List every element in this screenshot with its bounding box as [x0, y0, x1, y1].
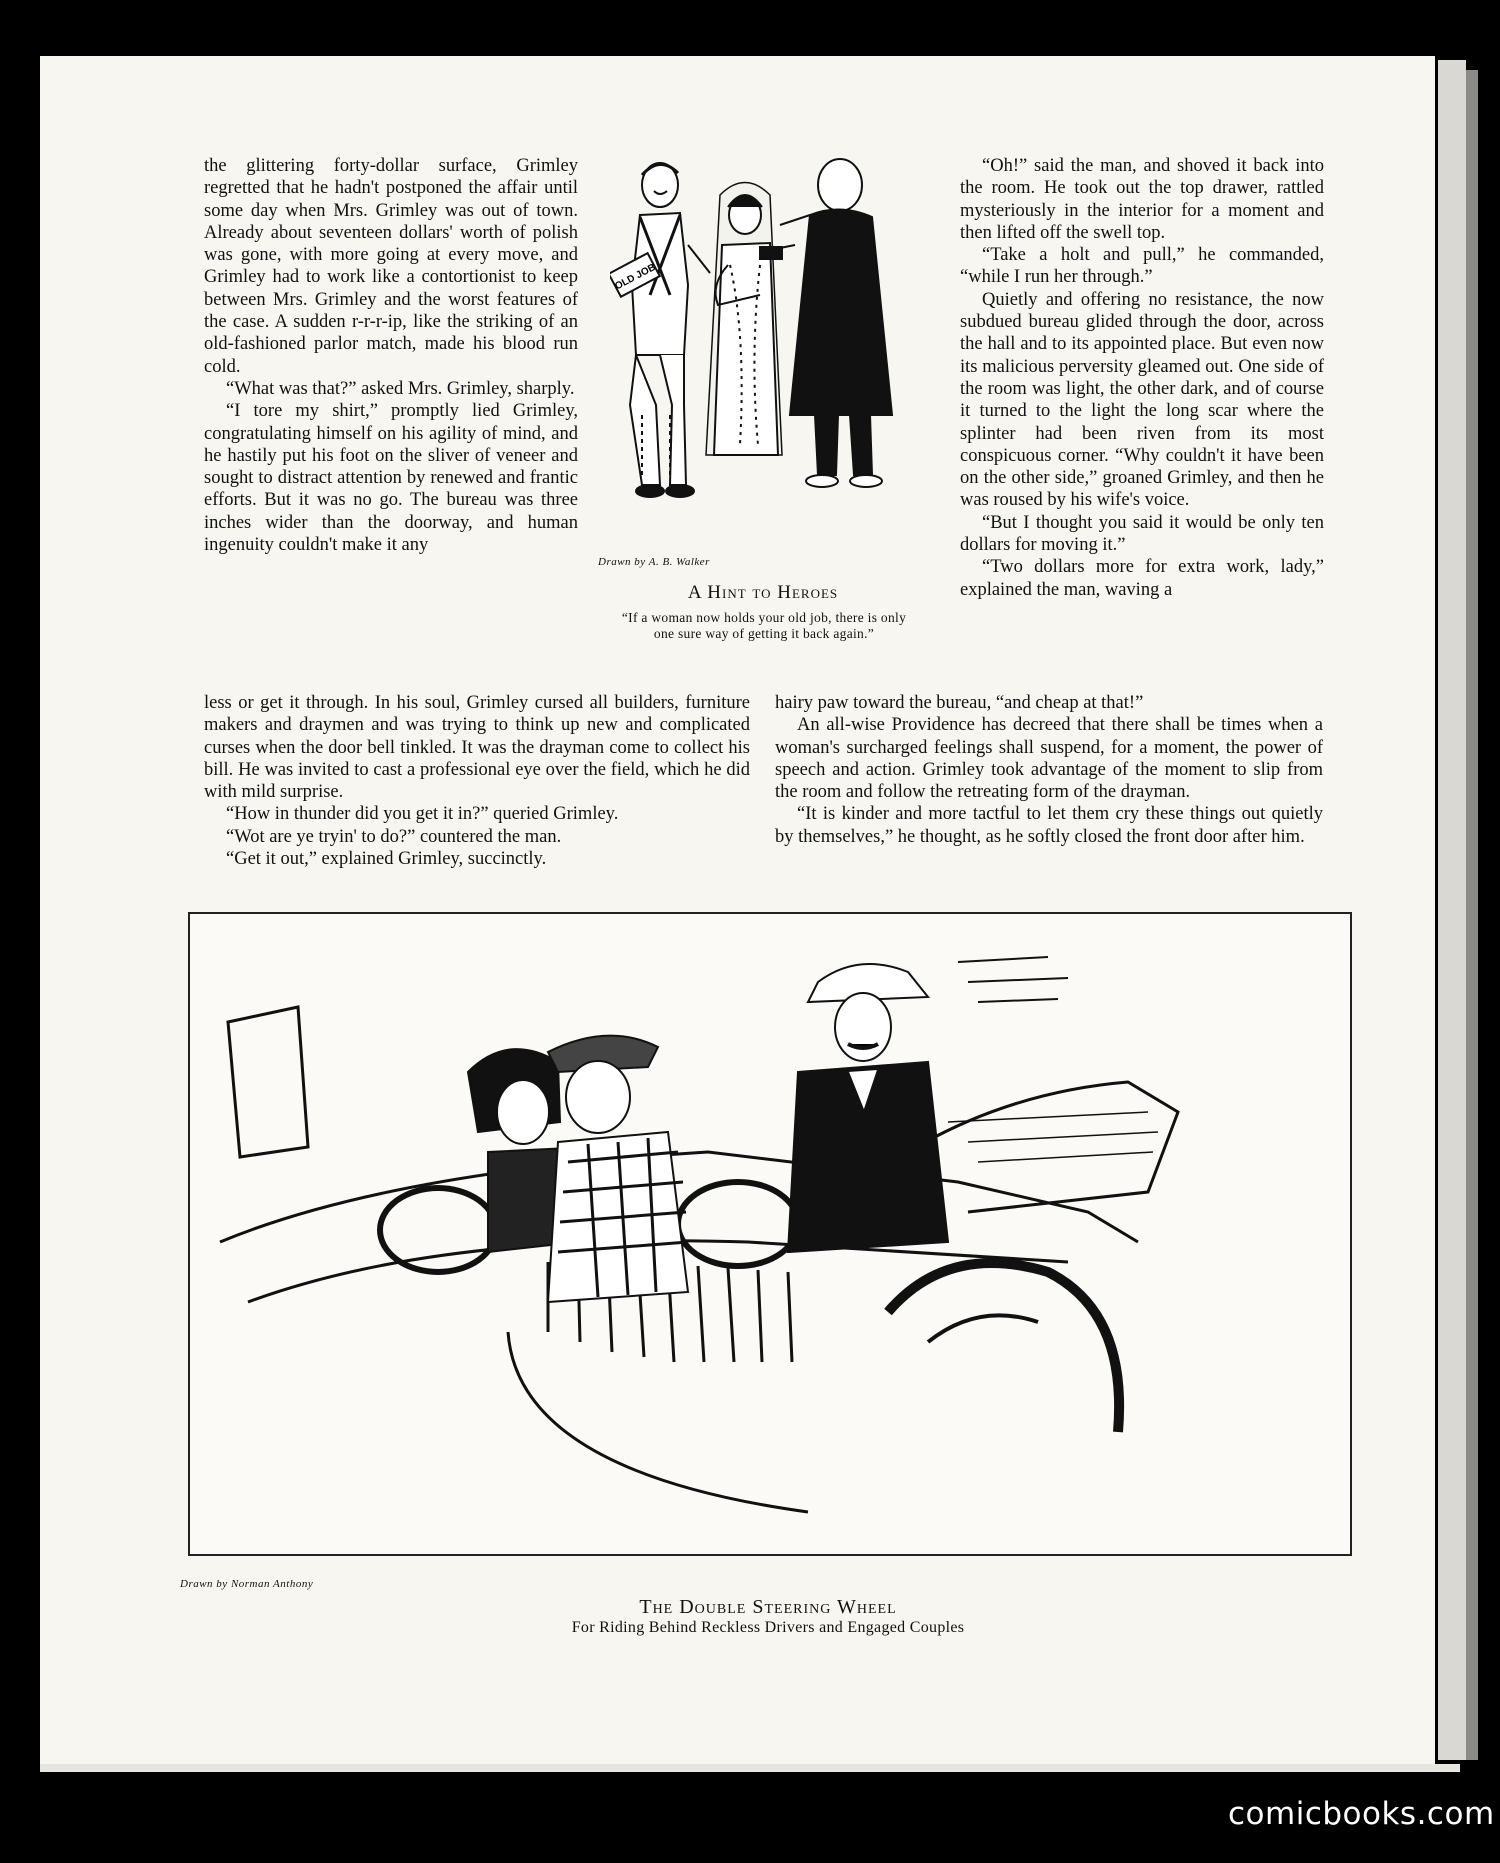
paragraph: “Take a holt and pull,” he commanded, “while I run her through.” — [960, 245, 1324, 288]
cartoon-caption: “If a woman now holds your old job, there is only one sure way of getting it back again.” — [621, 610, 907, 641]
paragraph: less or get it through. In his soul, Grimley cursed all builders, furniture makers and draymen and was trying to think up new and complicated curses when the door bell tinkled. It was the drayman come to collect his bill. He was invited to cast a professional eye over the field, which he did with mild surprise. — [204, 693, 750, 803]
cartoon-credit: Drawn by Norman Anthony — [180, 1578, 314, 1590]
watermark: comicbooks.com — [1228, 1796, 1495, 1832]
paragraph: “How in thunder did you get it in?” queried Grimley. — [226, 804, 619, 825]
paragraph: “It is kinder and more tactful to let them cry these things out quietly by themselves,” he thought, as he softly closed the front door after him. — [775, 804, 1323, 847]
paragraph: “Wot are ye tryin' to do?” countered the man. — [226, 826, 562, 847]
paragraph: hairy paw toward the bureau, “and cheap at that!” — [775, 693, 1144, 713]
cartoon-credit: Drawn by A. B. Walker — [598, 556, 710, 568]
paragraph: “Two dollars more for extra work, lady,” explained the man, waving a — [960, 557, 1324, 600]
paragraph: An all-wise Providence has decreed that there shall be times when a woman's surcharged feelings shall suspend, for a moment, the power of speech and action. Grimley took advantage of the moment to slip from the room and follow the retreating form of the drayman. — [775, 715, 1323, 803]
paragraph: “Get it out,” explained Grimley, succinctly. — [226, 849, 547, 870]
paragraph: “Oh!” said the man, and shoved it back into the room. He took out the top drawer, rattled mysteriously in the interior for a moment and then lifted off the swell top. — [960, 156, 1324, 243]
old-job-sign: OLD JOB — [613, 261, 658, 293]
article-column-left — [204, 155, 578, 556]
page-edge-shadow — [1438, 60, 1466, 1760]
paragraph: “But I thought you said it would be only ten dollars for moving it.” — [960, 512, 1324, 556]
paragraph: “What was that?” asked Mrs. Grimley, sharply. — [226, 378, 575, 399]
page-edge-dark — [1466, 70, 1478, 1760]
cartoon-wedding-illustration — [610, 155, 930, 555]
cartoon-title: The Double Steering Wheel — [639, 1596, 897, 1618]
cartoon-car-illustration — [188, 912, 1348, 1552]
article-column-right-bottom — [775, 692, 1323, 848]
page-bottom-edge — [40, 1764, 1460, 1772]
article-column-left-bottom — [204, 692, 750, 870]
cartoon-title: A Hint to Heroes — [687, 582, 839, 603]
cartoon-caption: For Riding Behind Reckless Drivers and Engaged Couples — [571, 1619, 965, 1636]
article-column-right — [960, 155, 1324, 601]
paragraph: Quietly and offering no resistance, the now subdued bureau glided through the door, across the hall and to its appointed place. But even now its malicious perversity gleamed out. One side of the room was light, the other dark, and of course it turned to the light the long scar where the splinter had been riven from its most conspicuous corner. “Why couldn't it have been on the other side,” groaned Grimley, and then he was roused by his wife's voice. — [960, 289, 1324, 511]
paragraph: “I tore my shirt,” promptly lied Grimley, congratulating himself on his agility of mind, and he hastily put his foot on the sliver of veneer and sought to distract attention by renewed and frantic efforts. But it was no go. The bureau was three inches wider than the doorway, and human ingenuity couldn't make it any — [204, 401, 578, 556]
paragraph: the glittering forty-dollar surface, Grimley regretted that he hadn't postponed the affair until some day when Mrs. Grimley was out of town. Already about seventeen dollars' worth of polish was gone, with more going at every move, and Grimley had to work like a contortionist to keep between Mrs. Grimley and the worst features of the case. A sudden r-r-r-ip, like the striking of an old-fashioned parlor match, made his blood run cold. — [204, 156, 578, 377]
